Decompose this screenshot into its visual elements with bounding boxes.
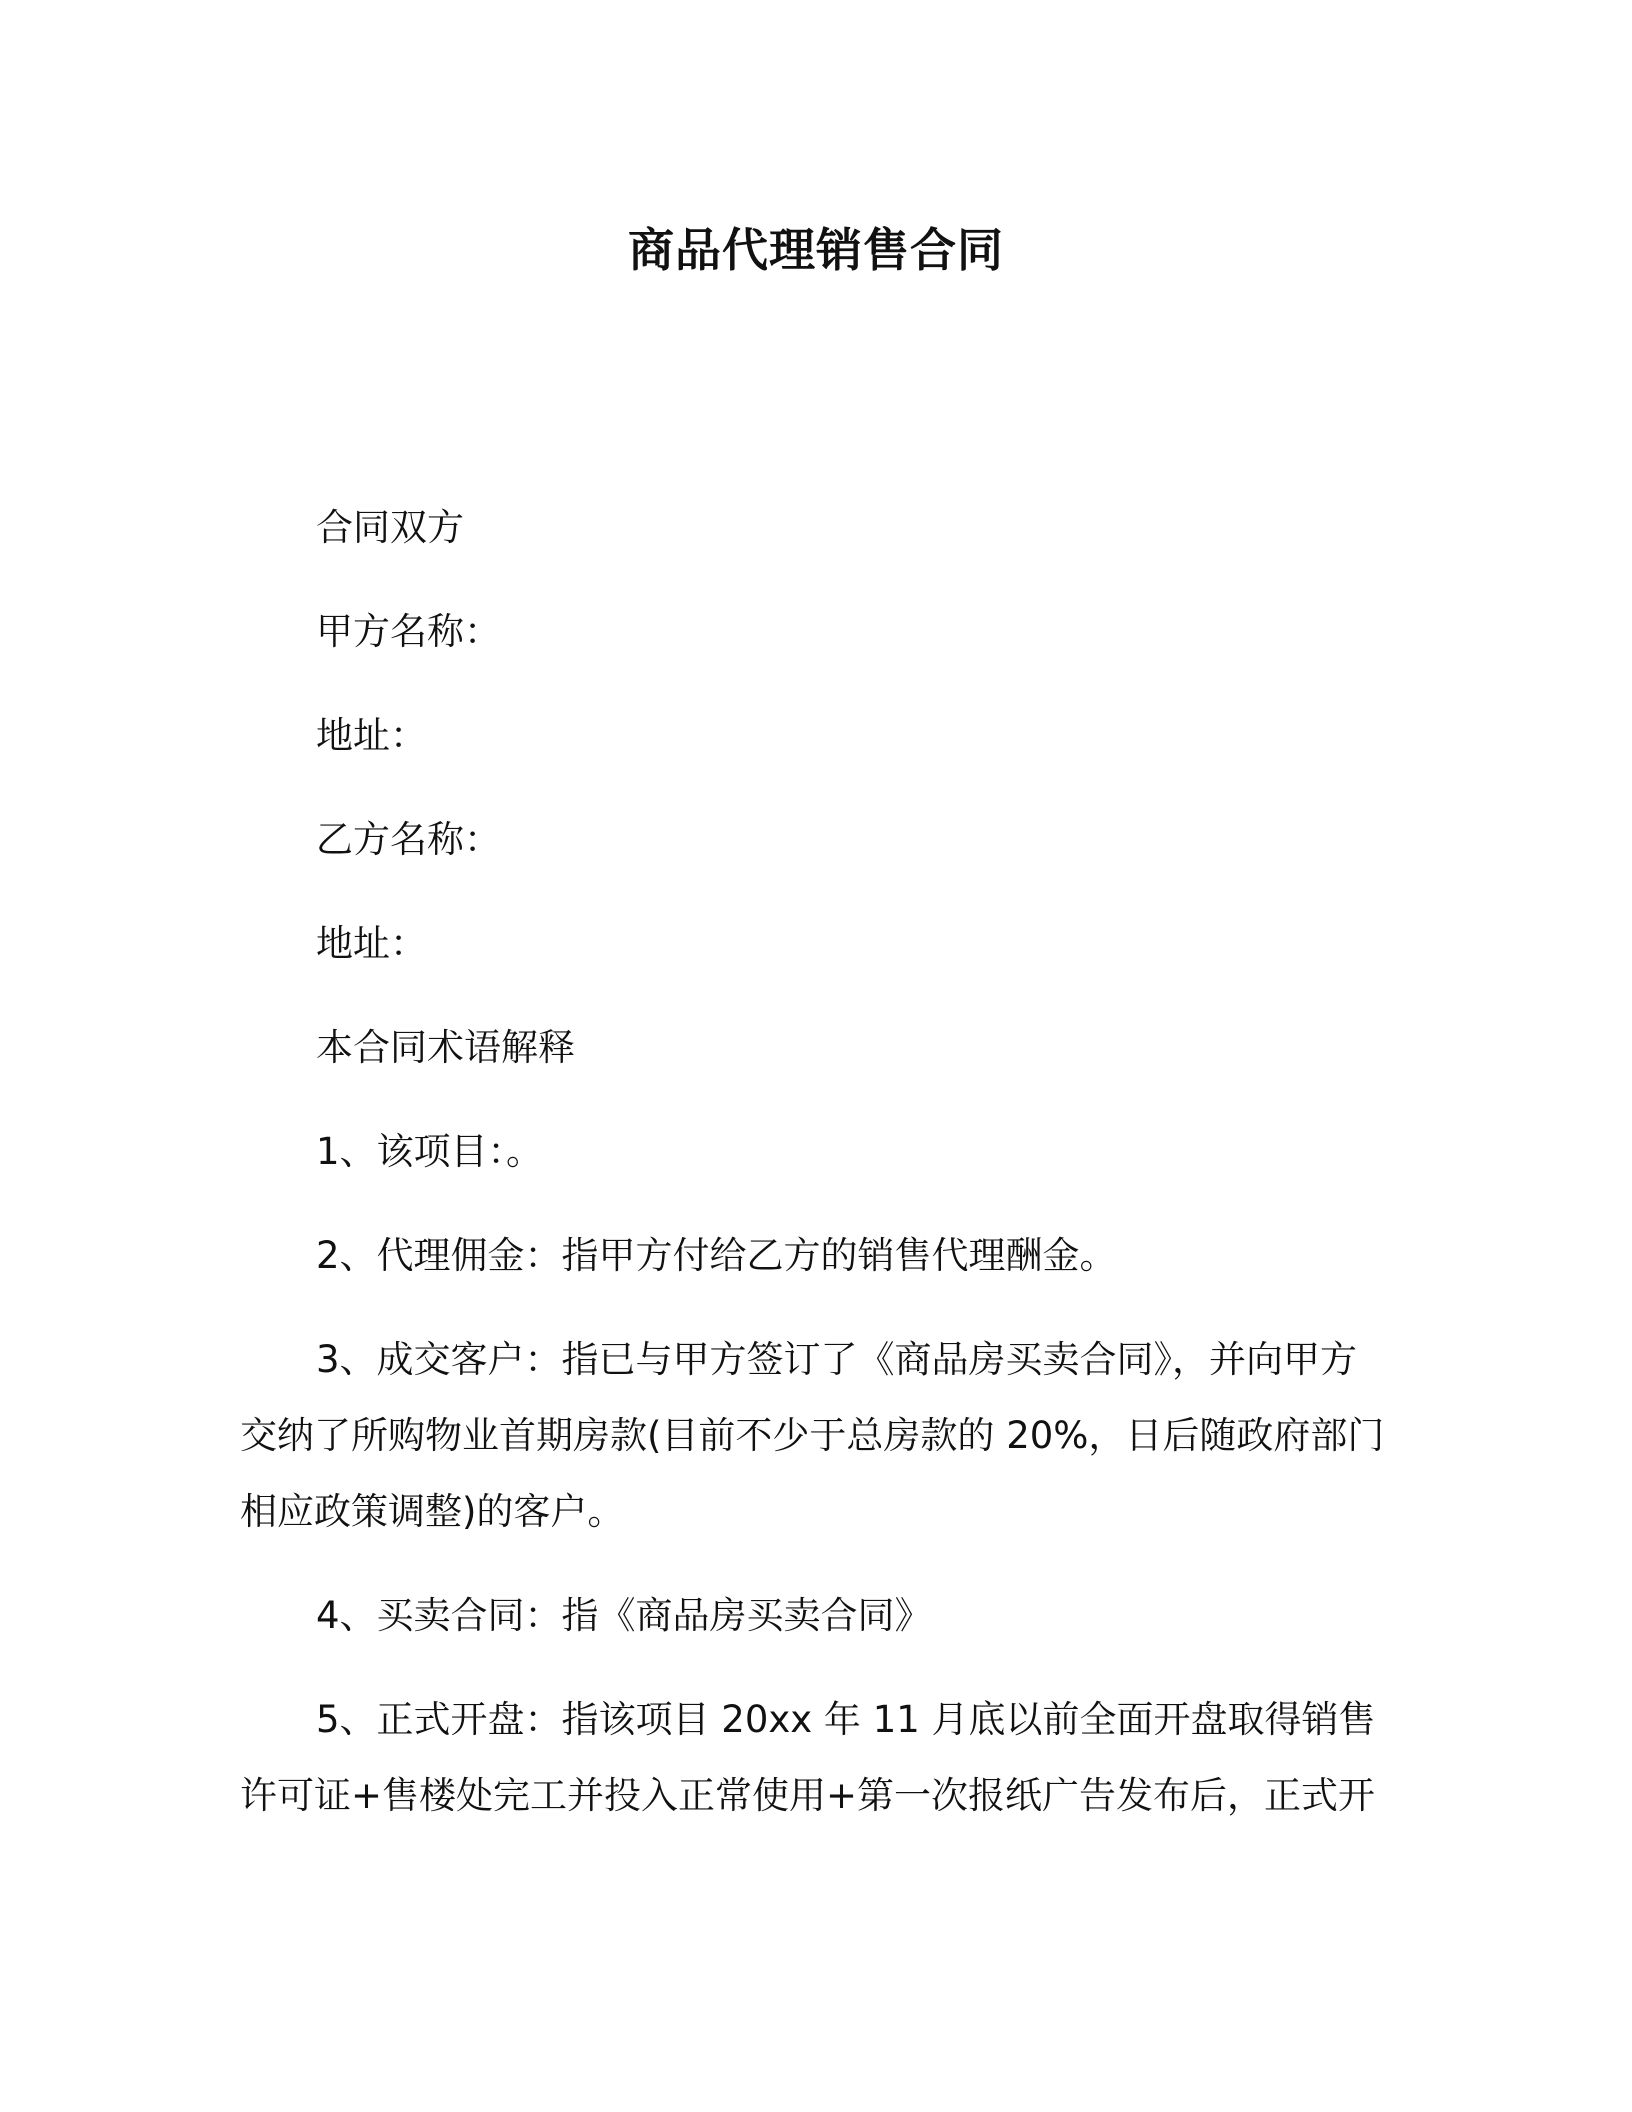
section-heading-parties: 合同双方 bbox=[316, 506, 464, 549]
party-b-name-line: 乙方名称： bbox=[316, 818, 501, 861]
party-b-address-line: 地址： bbox=[316, 922, 427, 965]
party-a-name-line: 甲方名称： bbox=[316, 610, 501, 653]
term-4-sales-contract: 4、买卖合同：指《商品房买卖合同》 bbox=[316, 1594, 932, 1637]
document-title: 商品代理销售合同 bbox=[628, 223, 1004, 277]
term-5-opening-line-1: 5、正式开盘：指该项目 20xx 年 11 月底以前全面开盘取得销售 bbox=[316, 1698, 1376, 1741]
section-heading-terms: 本合同术语解释 bbox=[316, 1026, 575, 1069]
term-1-project: 1、该项目：。 bbox=[316, 1130, 544, 1173]
document-body bbox=[240, 490, 1390, 1834]
term-2-commission: 2、代理佣金：指甲方付给乙方的销售代理酬金。 bbox=[316, 1234, 1117, 1277]
party-a-address-line: 地址： bbox=[316, 714, 427, 757]
term-3-customer-line-1: 3、成交客户：指已与甲方签订了《商品房买卖合同》，并向甲方 bbox=[316, 1338, 1358, 1381]
term-3-customer-line-3: 相应政策调整)的客户。 bbox=[240, 1490, 625, 1533]
term-5-opening-line-2: 许可证+售楼处完工并投入正常使用+第一次报纸广告发布后，正式开 bbox=[240, 1774, 1376, 1817]
term-3-customer-line-2: 交纳了所购物业首期房款(目前不少于总房款的 20%，日后随政府部门 bbox=[240, 1414, 1385, 1457]
